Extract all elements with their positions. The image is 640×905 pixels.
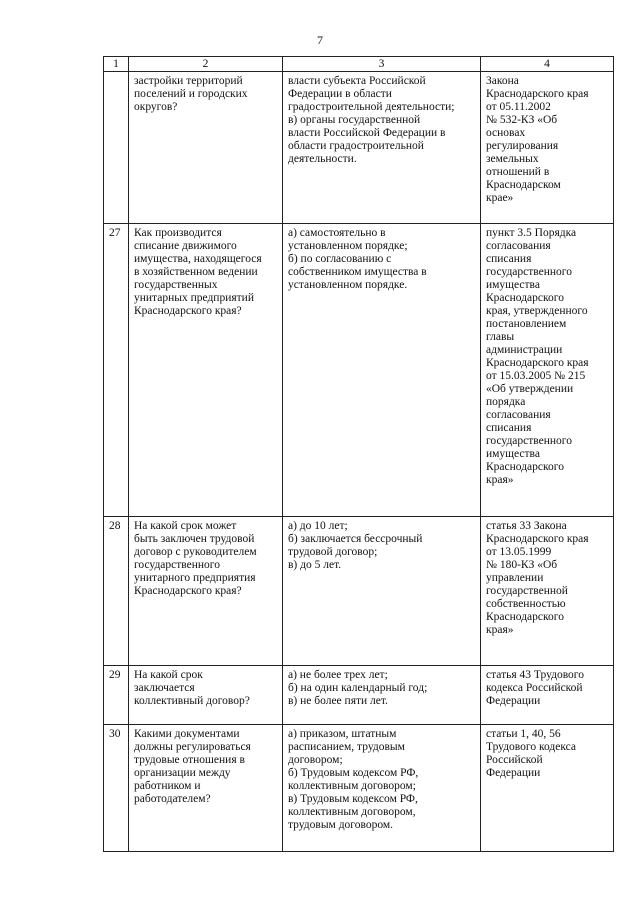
answers-line: в) Трудовым кодексом РФ,: [288, 793, 418, 805]
answers-line: в) до 5 лет.: [288, 559, 342, 571]
header-col-4: 4: [481, 57, 614, 72]
source-line: согласования: [486, 409, 551, 421]
question-cell: [129, 666, 283, 725]
source-line: края, утвержденного: [486, 305, 588, 317]
question-line: организации между: [134, 767, 231, 779]
answers-line: Федерации в области: [288, 88, 392, 100]
source-line: имущества: [486, 448, 540, 460]
source-line: Федерации: [486, 767, 541, 779]
source-line: постановлением: [486, 318, 567, 330]
question-line: в хозяйственном ведении: [134, 266, 258, 278]
source-line: имущества: [486, 279, 540, 291]
table-row: [104, 725, 614, 852]
row-number: 29: [104, 666, 129, 725]
source-cell: [481, 72, 614, 224]
source-line: собственностью: [486, 598, 566, 610]
table-row: [104, 224, 614, 517]
question-line: государственных: [134, 279, 218, 291]
question-line: Краснодарского края?: [134, 585, 242, 597]
source-line: земельных: [486, 153, 539, 165]
source-line: списания: [486, 253, 532, 265]
answers-line: собственником имущества в: [288, 266, 427, 278]
header-row: [104, 57, 614, 72]
answers-line: в) органы государственной: [288, 114, 421, 126]
question-line: унитарного предприятия: [134, 572, 256, 584]
source-line: Краснодарского края: [486, 88, 589, 100]
question-line: унитарных предприятий: [134, 292, 254, 304]
source-line: Федерации: [486, 695, 541, 707]
source-cell: [481, 517, 614, 666]
table-row: [104, 666, 614, 725]
answers-cell: [283, 725, 481, 852]
question-line: работодателем?: [134, 793, 211, 805]
answers-line: б) на один календарный год;: [288, 682, 428, 694]
source-line: главы: [486, 331, 515, 343]
table-row: [104, 72, 614, 224]
source-line: Краснодарского: [486, 611, 564, 623]
table-row: [104, 517, 614, 666]
question-cell: [129, 517, 283, 666]
row-number: 28: [104, 517, 129, 666]
question-cell: [129, 725, 283, 852]
source-cell: [481, 666, 614, 725]
answers-line: деятельности.: [288, 153, 357, 165]
question-line: застройки территорий: [134, 75, 243, 87]
source-line: статья 33 Закона: [486, 520, 567, 532]
answers-line: трудовой договор;: [288, 546, 378, 558]
source-line: от 05.11.2002: [486, 101, 551, 113]
question-line: На какой срок может: [134, 520, 237, 532]
answers-line: власти субъекта Российской: [288, 75, 426, 87]
question-line: договор с руководителем: [134, 546, 257, 558]
answers-line: трудовым договором.: [288, 819, 394, 831]
question-cell: [129, 72, 283, 224]
source-line: № 180-КЗ «Об: [486, 559, 558, 571]
answers-cell: [283, 517, 481, 666]
answers-cell: [283, 224, 481, 517]
source-line: Краснодарском: [486, 179, 561, 191]
answers-line: установленном порядке.: [288, 279, 408, 291]
answers-line: установленном порядке;: [288, 240, 408, 252]
source-line: кодекса Российской: [486, 682, 583, 694]
source-line: края»: [486, 474, 514, 486]
answers-line: власти Российской Федерации в: [288, 127, 446, 139]
header-col-2: 2: [129, 57, 283, 72]
answers-line: б) Трудовым кодексом РФ,: [288, 767, 419, 779]
source-line: № 532-КЗ «Об: [486, 114, 558, 126]
answers-line: в) не более пяти лет.: [288, 695, 388, 707]
answers-line: а) до 10 лет;: [288, 520, 348, 532]
question-line: поселений и городских: [134, 88, 248, 100]
question-line: заключается: [134, 682, 195, 694]
source-line: управлении: [486, 572, 544, 584]
source-line: Краснодарского края: [486, 533, 589, 545]
answers-line: области градостроительной: [288, 140, 424, 152]
answers-line: а) не более трех лет;: [288, 669, 388, 681]
source-line: Краснодарского: [486, 461, 564, 473]
source-line: порядка: [486, 396, 526, 408]
source-line: от 15.03.2005 № 215: [486, 370, 586, 382]
source-line: регулирования: [486, 140, 559, 152]
source-line: государственного: [486, 266, 572, 278]
question-line: имущества, находящегося: [134, 253, 262, 265]
header-col-3: 3: [283, 57, 481, 72]
answers-line: а) самостоятельно в: [288, 227, 386, 239]
answers-cell: [283, 72, 481, 224]
row-number: 27: [104, 224, 129, 517]
question-line: должны регулироваться: [134, 741, 251, 753]
question-line: работником и: [134, 780, 201, 792]
answers-line: коллективным договором,: [288, 806, 416, 818]
source-line: пункт 3.5 Порядка: [486, 227, 577, 239]
answers-cell: [283, 666, 481, 725]
source-line: Краснодарского: [486, 292, 564, 304]
source-line: «Об утверждении: [486, 383, 574, 395]
question-line: государственного: [134, 559, 220, 571]
source-line: основах: [486, 127, 526, 139]
source-cell: [481, 725, 614, 852]
source-line: администрации: [486, 344, 563, 356]
question-line: Краснодарского края?: [134, 305, 242, 317]
source-line: статья 43 Трудового: [486, 669, 584, 681]
source-line: государственного: [486, 435, 572, 447]
question-line: округов?: [134, 101, 178, 113]
question-line: коллективный договор?: [134, 695, 250, 707]
header-col-1: 1: [104, 57, 129, 72]
source-line: Трудового кодекса: [486, 741, 576, 753]
source-cell: [481, 224, 614, 517]
source-line: Закона: [486, 75, 519, 87]
answers-line: б) по согласованию с: [288, 253, 392, 265]
source-line: государственной: [486, 585, 568, 597]
page-number: 7: [317, 33, 323, 47]
answers-line: коллективным договором;: [288, 780, 416, 792]
source-line: Российской: [486, 754, 543, 766]
source-line: от 13.05.1999: [486, 546, 552, 558]
source-line: крае»: [486, 192, 514, 204]
answers-line: а) приказом, штатным: [288, 728, 397, 740]
questions-table: [103, 56, 614, 852]
question-line: На какой срок: [134, 669, 203, 681]
question-cell: [129, 224, 283, 517]
question-line: Как производится: [134, 227, 222, 239]
answers-line: расписанием, трудовым: [288, 741, 405, 753]
source-line: списания: [486, 422, 532, 434]
row-number: [104, 72, 129, 224]
question-line: быть заключен трудовой: [134, 533, 255, 545]
source-line: Краснодарского края: [486, 357, 589, 369]
source-line: отношений в: [486, 166, 550, 178]
question-line: трудовые отношения в: [134, 754, 245, 766]
question-line: списание движимого: [134, 240, 237, 252]
source-line: статьи 1, 40, 56: [486, 728, 561, 740]
question-line: Какими документами: [134, 728, 240, 740]
row-number: 30: [104, 725, 129, 852]
answers-line: б) заключается бессрочный: [288, 533, 423, 545]
source-line: края»: [486, 624, 514, 636]
source-line: согласования: [486, 240, 551, 252]
answers-line: градостроительной деятельности;: [288, 101, 455, 113]
answers-line: договором;: [288, 754, 343, 766]
